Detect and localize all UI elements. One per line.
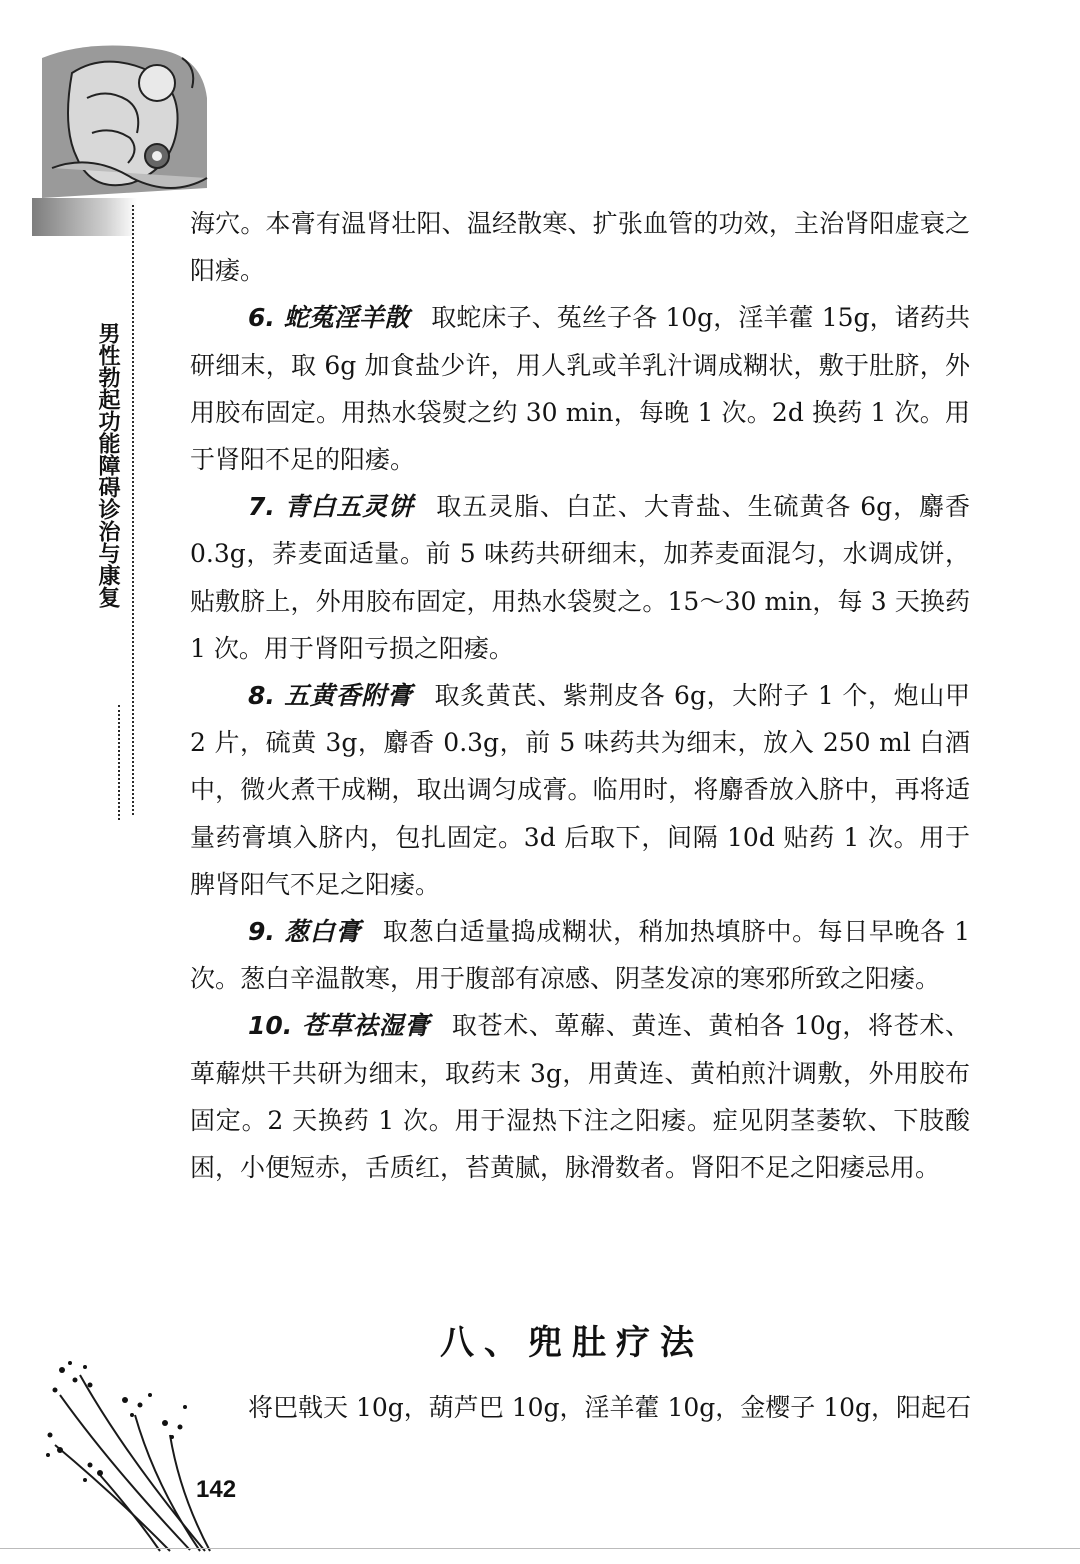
section-first-paragraph: 将巴戟天 10g，葫芦巴 10g，淫羊藿 10g，金樱子 10g，阳起石 — [248, 1393, 972, 1422]
recipe-text: 取五灵脂、白芷、大青盐、生硫黄各 6g，麝香 0.3g，荞麦面适量。前 5 味药共研细末，加荞麦面混匀，水调成饼，贴敷脐上，外用胶布固定，用热水袋熨之。15～30 min，每 3 天换药 1 次。用于肾阳亏损之阳痿。 — [190, 492, 970, 663]
main-text — [190, 200, 970, 1191]
paragraph-continuation — [190, 200, 970, 294]
recipe-title: 10. 苍草祛湿膏 — [248, 1011, 430, 1041]
recipe-paragraph — [190, 483, 970, 672]
side-dotted-rule-lower — [118, 705, 120, 820]
recipe-text: 取炙黄芪、紫荆皮各 6g，大附子 1 个，炮山甲 2 片，硫黄 3g，麝香 0.3g，前 5 味药共为细末，放入 250 ml 白酒中，微火煮干成糊，取出调匀成膏。临用时，将麝香放入脐中，再将适量药膏填入脐内，包扎固定。3d 后取下，间隔 10d 贴药 1 次。用于脾肾阳气不足之阳痿。 — [190, 681, 970, 899]
recipe-paragraph — [190, 1002, 970, 1191]
paragraph-text: 海穴。本膏有温肾壮阳、温经散寒、扩张血管的功效，主治肾阳虚衰之阳痿。 — [190, 209, 970, 286]
running-book-title: 男性勃起功能障碍诊治与康复 — [95, 322, 120, 608]
header-gradient-band — [32, 198, 137, 236]
muscleman-emblem-icon — [32, 38, 212, 208]
section-heading: 八、兜肚疗法 — [440, 1323, 704, 1363]
recipe-title: 9. 葱白膏 — [248, 917, 361, 947]
recipe-text: 取蛇床子、菟丝子各 10g，淫羊藿 15g，诸药共研细末，取 6g 加食盐少许，用人乳或羊乳汁调成糊状，敷于肚脐，外用胶布固定。用热水袋熨之约 30 min，每晚 1 次。2d 换药 1 次。用于肾阳不足的阳痿。 — [190, 303, 970, 475]
recipe-text: 取葱白适量捣成糊状，稍加热填脐中。每日早晚各 1 次。葱白辛温散寒，用于腹部有凉感、阴茎发凉的寒邪所致之阳痿。 — [190, 917, 970, 994]
page-number: 142 — [196, 1476, 237, 1503]
side-dotted-rule — [132, 205, 134, 815]
recipe-title: 6. 蛇菟淫羊散 — [248, 303, 410, 333]
flower-sprig-icon — [40, 1355, 230, 1555]
bottom-edge-rule — [0, 1548, 1080, 1549]
recipe-title: 8. 五黄香附膏 — [248, 681, 413, 711]
recipe-paragraph — [190, 672, 970, 908]
recipe-paragraph — [190, 294, 970, 483]
recipe-title: 7. 青白五灵饼 — [248, 492, 415, 522]
recipe-paragraph — [190, 908, 970, 1002]
recipe-text: 取苍术、萆薢、黄连、黄柏各 10g，将苍术、萆薢烘干共研为细末，取药末 3g，用黄连、黄柏煎汁调敷，外用胶布固定。2 天换药 1 次。用于湿热下注之阳痿。症见阴茎萎软、下肢酸困，小便短赤，舌质红，苔黄腻，脉滑数者。肾阳不足之阳痿忌用。 — [190, 1011, 970, 1183]
